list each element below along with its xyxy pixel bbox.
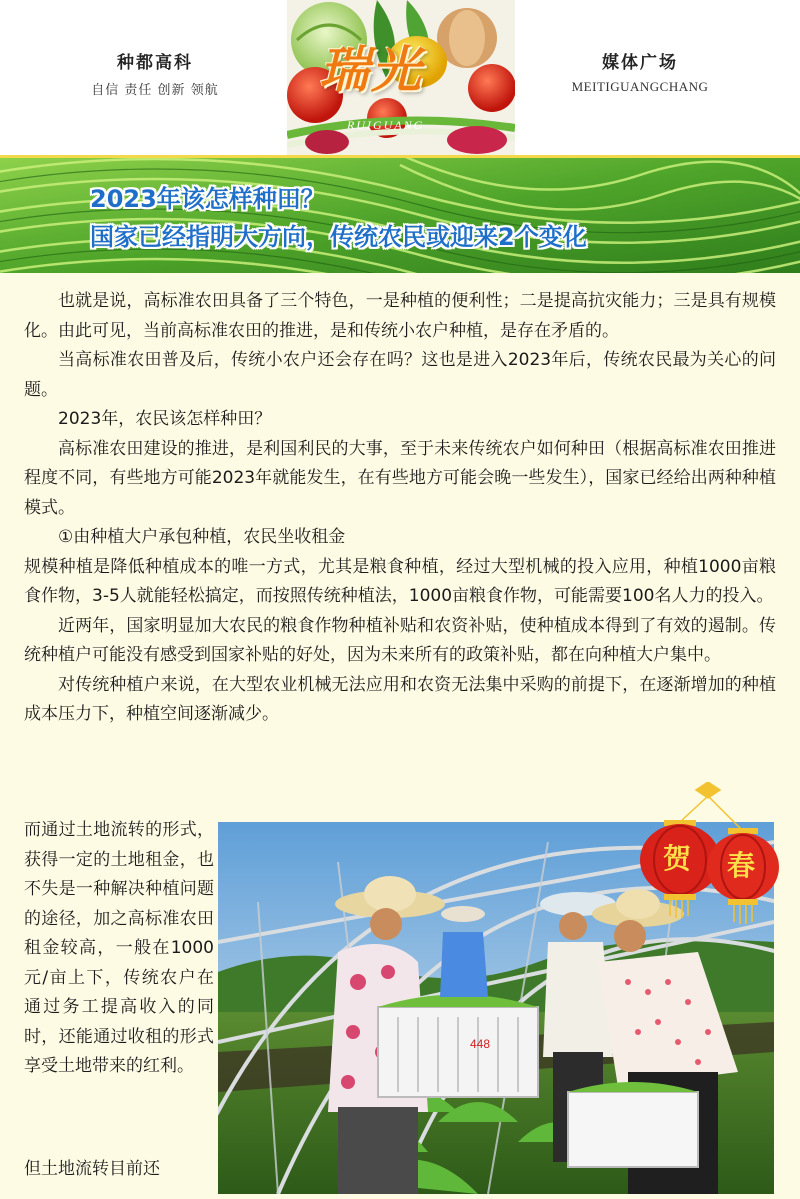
paragraph: 也就是说，高标准农田具备了三个特色，一是种植的便利性；二是提高抗灾能力；三是具有规模化。由此可见，当前高标准农田的推进，是和传统小农户种植，是存在矛盾的。 (24, 291, 776, 341)
paragraph-heading: ①由种植大户承包种植，农民坐收租金 (58, 527, 346, 547)
company-name: 种都高科 (117, 53, 193, 73)
new-year-lanterns (630, 782, 780, 932)
company-slogan: 自信 责任 创新 领航 (91, 83, 219, 98)
header-left-block (55, 48, 255, 98)
paragraph: 2023年，农民该怎样种田？ (58, 409, 272, 429)
lantern-character-chun: 春 (727, 849, 756, 882)
paragraph: 当高标准农田普及后，传统小农户还会存在吗？这也是进入2023年后，传统农民最为关心的问题。 (24, 350, 776, 400)
lantern-character-he: 贺 (663, 842, 692, 875)
logo-subtext: RUIGUANG (347, 118, 425, 132)
logo-wordmark: 瑞光 (319, 40, 423, 99)
article-body (24, 287, 776, 730)
ruiguang-logo (287, 0, 515, 155)
rice-terrace-banner-image (0, 155, 800, 273)
section-name: 媒体广场 (602, 53, 678, 73)
title-banner (0, 155, 800, 273)
paragraph-continued: 但土地流转目前还 (24, 1159, 160, 1179)
banner-title-line-2: 国家已经指明大方向，传统农民或迎来2个变化 (90, 223, 587, 251)
paragraph: 规模种植是降低种植成本的唯一方式，尤其是粮食种植，经过大型机械的投入应用，种植1000亩粮食作物，3-5人就能轻松搞定，而按照传统种植法，1000亩粮食作物，可能需要100名人力的投入。 (24, 556, 776, 606)
paragraph: 高标准农田建设的推进，是利国利民的大事，至于未来传统农户如何种田（根据高标准农田推进程度不同，有些地方可能2023年就能发生，在有些地方可能会晚一些发生），国家已经给出两种种植模式。 (24, 438, 776, 518)
paragraph: 对传统种植户来说，在大型农业机械无法应用和农资无法集中采购的前提下，在逐渐增加的种植成本压力下，种植空间逐渐减少。 (24, 674, 776, 724)
header-right-block (540, 48, 740, 95)
paragraph: 而通过土地流转的形式，获得一定的土地租金，也不失是一种解决种植问题的途径，加之高标准农田租金较高，一般在1000元/亩上下，传统农户在通过务工提高收入的同时，还能通过收租的形式享受土地带来的红利。 (24, 820, 214, 1076)
page-header (0, 0, 800, 155)
paragraph: 近两年，国家明显加大农民的粮食作物种植补贴和农资补贴，使种植成本得到了有效的遏制。传统种植户可能没有感受到国家补贴的好处，因为未来所有的政策补贴，都在向种植大户集中。 (24, 615, 776, 665)
banner-title-line-1: 2023年该怎样种田？ (90, 185, 325, 213)
crate-label: 448 (470, 1037, 491, 1051)
section-pinyin: MEITIGUANGCHANG (571, 79, 709, 94)
lantern-decoration (630, 782, 780, 932)
